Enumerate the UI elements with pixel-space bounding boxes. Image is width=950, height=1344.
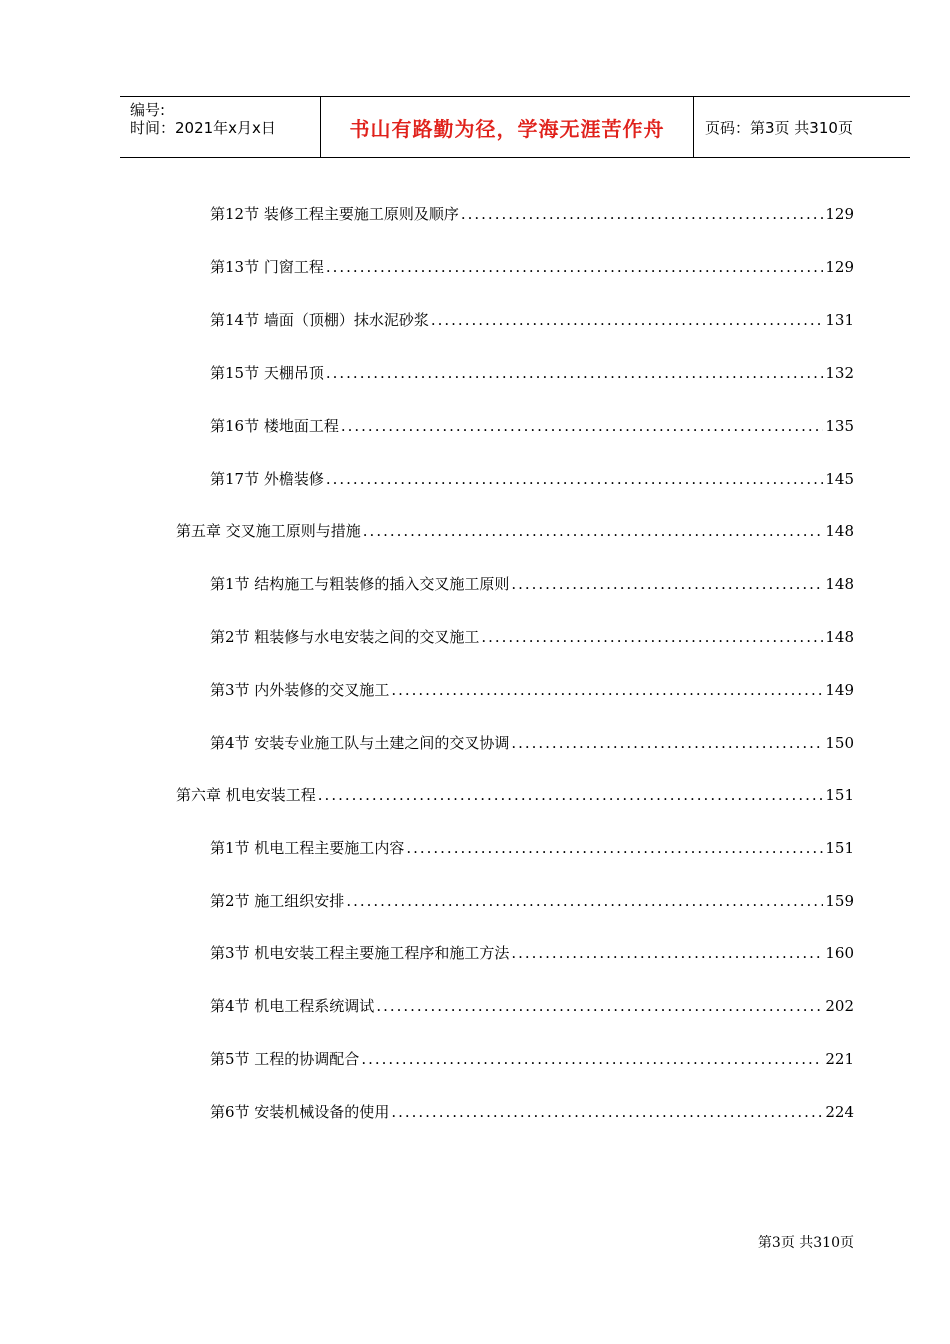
toc-entry-title: 第15节 天棚吊顶 — [210, 364, 324, 382]
toc-entry-title: 第12节 装修工程主要施工原则及顺序 — [210, 205, 459, 223]
toc-entry-page: 148 — [825, 575, 854, 593]
toc-entry-page: 151 — [825, 786, 854, 804]
toc-entry-page: 129 — [825, 205, 854, 223]
toc-entry-title: 第2节 粗装修与水电安装之间的交叉施工 — [210, 628, 480, 646]
toc-entry-title: 第2节 施工组织安排 — [210, 892, 345, 910]
toc-entry-page: 151 — [825, 839, 854, 857]
toc-leader-dots — [406, 836, 823, 860]
toc-entry[interactable] — [210, 625, 854, 649]
toc-entry[interactable] — [210, 308, 854, 332]
toc-entry-title: 第1节 机电工程主要施工内容 — [210, 839, 405, 857]
toc-entry-title: 第16节 楼地面工程 — [210, 417, 339, 435]
toc-entry[interactable] — [210, 1047, 854, 1071]
toc-entry-page: 135 — [825, 417, 854, 435]
toc-entry-page: 131 — [825, 311, 854, 329]
toc-leader-dots — [511, 572, 823, 596]
toc-entry[interactable] — [210, 678, 854, 702]
toc-entry-page: 150 — [825, 734, 854, 752]
toc-chapter-entry[interactable] — [176, 783, 854, 807]
toc-leader-dots — [318, 783, 824, 807]
toc-leader-dots — [391, 1100, 823, 1124]
toc-entry[interactable] — [210, 361, 854, 385]
time-label: 时间：2021年x月x日 — [130, 119, 276, 137]
toc-entry-title: 第6节 安装机械设备的使用 — [210, 1103, 390, 1121]
toc-entry[interactable] — [210, 889, 854, 913]
toc-entry-page: 221 — [825, 1050, 854, 1068]
toc-entry-title: 第3节 内外装修的交叉施工 — [210, 681, 390, 699]
toc-entry-title: 第4节 机电工程系统调试 — [210, 997, 375, 1015]
page-footer: 第3页 共310页 — [757, 1235, 854, 1251]
toc-leader-dots — [481, 625, 823, 649]
toc-leader-dots — [376, 994, 823, 1018]
toc-leader-dots — [511, 941, 823, 965]
toc-leader-dots — [326, 361, 824, 385]
toc-entry-page: 160 — [825, 944, 854, 962]
toc-entry[interactable] — [210, 255, 854, 279]
toc-entry-page: 224 — [825, 1103, 854, 1121]
toc-leader-dots — [391, 678, 823, 702]
toc-entry[interactable] — [210, 414, 854, 438]
toc-leader-dots — [341, 414, 824, 438]
toc-leader-dots — [511, 731, 823, 755]
motto-text: 书山有路勤为径，学海无涯苦作舟 — [349, 116, 665, 141]
toc-entry-title: 第4节 安装专业施工队与土建之间的交叉协调 — [210, 734, 510, 752]
toc-entry[interactable] — [210, 731, 854, 755]
toc-entry-title: 第3节 机电安装工程主要施工程序和施工方法 — [210, 944, 510, 962]
header-page-info: 页码：第3页 共310页 — [705, 118, 853, 137]
toc-entry-page: 145 — [825, 470, 854, 488]
toc-entry-title: 第六章 机电安装工程 — [176, 786, 316, 804]
page-header — [120, 96, 910, 158]
toc-entry-page: 159 — [825, 892, 854, 910]
toc-entry-page: 129 — [825, 258, 854, 276]
toc-entry-page: 148 — [825, 522, 854, 540]
toc-entry-page: 149 — [825, 681, 854, 699]
header-motto-cell — [321, 97, 694, 157]
number-label: 编号: — [130, 101, 166, 119]
toc-entry[interactable] — [210, 467, 854, 491]
toc-entry-page: 132 — [825, 364, 854, 382]
toc-entry[interactable] — [210, 572, 854, 596]
toc-entry[interactable] — [210, 1100, 854, 1124]
toc-entry-page: 148 — [825, 628, 854, 646]
toc-entry[interactable] — [210, 941, 854, 965]
toc-entry[interactable] — [210, 202, 854, 226]
header-id-cell — [120, 97, 321, 157]
toc-entry[interactable] — [210, 994, 854, 1018]
toc-entry-title: 第14节 墙面（顶棚）抹水泥砂浆 — [210, 311, 429, 329]
toc-leader-dots — [346, 889, 823, 913]
toc-leader-dots — [363, 519, 824, 543]
toc-leader-dots — [431, 308, 824, 332]
toc-entry-page: 202 — [825, 997, 854, 1015]
toc-entry-title: 第1节 结构施工与粗装修的插入交叉施工原则 — [210, 575, 510, 593]
toc-leader-dots — [326, 255, 824, 279]
toc-chapter-entry[interactable] — [176, 519, 854, 543]
toc-entry-title: 第五章 交叉施工原则与措施 — [176, 522, 361, 540]
toc-entry-title: 第5节 工程的协调配合 — [210, 1050, 360, 1068]
toc-leader-dots — [361, 1047, 823, 1071]
toc-entry-title: 第17节 外檐装修 — [210, 470, 324, 488]
toc-leader-dots — [461, 202, 824, 226]
toc-leader-dots — [326, 467, 824, 491]
toc-entry-title: 第13节 门窗工程 — [210, 258, 324, 276]
header-page-cell — [695, 97, 910, 157]
toc-entry[interactable] — [210, 836, 854, 860]
